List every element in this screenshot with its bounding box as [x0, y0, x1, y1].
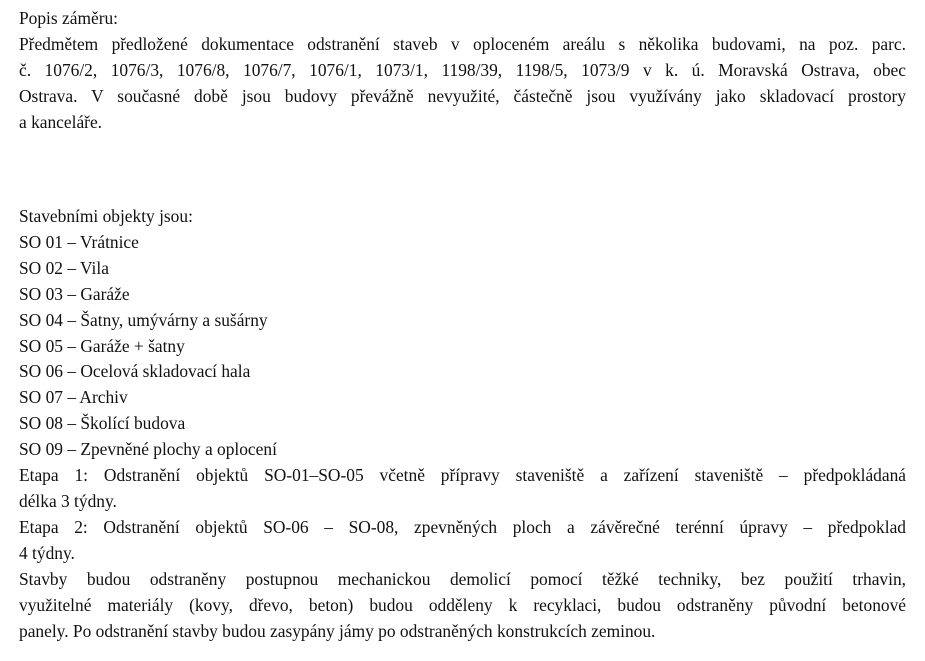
intro-line: Předmětem předložené dokumentace odstranění staveb v oploceném areálu s několika budovami, na poz. parc.	[19, 33, 906, 54]
object-item: SO 07 – Archiv	[19, 387, 128, 408]
objects-heading: Stavebními objekty jsou:	[19, 206, 193, 226]
stage-1-text: Etapa 1: Odstranění objektů SO-01–SO-05 včetně přípravy staveniště a zařízení staveniště – předpokládaná	[19, 465, 906, 486]
intro-line: Ostrava. V současné době jsou budovy převážně nevyužité, částečně jsou využívány jako skladovací prostory	[19, 85, 906, 106]
object-item: SO 08 – Školící budova	[19, 413, 186, 434]
demolition-line: využitelné materiály (kovy, dřevo, beton) budou odděleny k recyklaci, budou odstraněny původní betonové	[19, 594, 906, 615]
objects-section	[19, 204, 906, 644]
object-item: SO 09 – Zpevněné plochy a oplocení	[19, 439, 277, 460]
stage-2-text: Etapa 2: Odstranění objektů SO-06 – SO-08, zpevněných ploch a závěrečné terénní úpravy – předpoklad	[19, 516, 906, 537]
intro-line: č. 1076/2, 1076/3, 1076/8, 1076/7, 1076/1, 1073/1, 1198/39, 1198/5, 1073/9 v k. ú. Moravská Ostrava, obec	[19, 59, 906, 80]
intro-line: a kanceláře.	[19, 111, 103, 132]
intro-heading: Popis záměru:	[19, 8, 119, 28]
intro-section	[19, 6, 906, 136]
demolition-line: panely. Po odstranění stavby budou zasypány jámy po odstraněných konstrukcích zeminou.	[19, 620, 656, 641]
object-item: SO 03 – Garáže	[19, 283, 130, 304]
object-item: SO 02 – Vila	[19, 257, 109, 278]
object-item: SO 05 – Garáže + šatny	[19, 335, 185, 356]
object-item: SO 06 – Ocelová skladovací hala	[19, 361, 251, 382]
stage-2-text: 4 týdny.	[19, 542, 75, 563]
demolition-line: Stavby budou odstraněny postupnou mechanickou demolicí pomocí těžké techniky, bez použití trhavin,	[19, 568, 906, 589]
object-item: SO 04 – Šatny, umývárny a sušárny	[19, 309, 268, 330]
stage-1-text: délka 3 týdny.	[19, 490, 117, 511]
object-item: SO 01 – Vrátnice	[19, 231, 139, 252]
